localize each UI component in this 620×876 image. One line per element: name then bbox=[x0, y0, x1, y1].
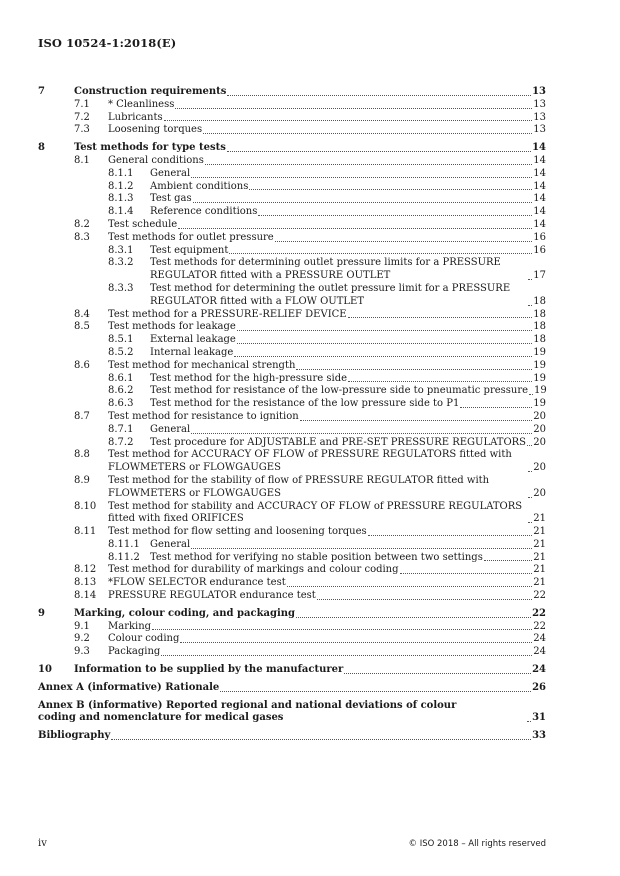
toc-title: Test method for resistance to ignition bbox=[108, 410, 299, 422]
toc-entry-8-6-3[interactable] bbox=[38, 398, 546, 411]
toc-entry-8-3-1[interactable] bbox=[38, 245, 546, 258]
toc-entry-8-13[interactable] bbox=[38, 577, 546, 590]
toc-title: Test schedule bbox=[108, 218, 178, 230]
toc-title: Annex A (informative) Rationale bbox=[38, 681, 220, 693]
toc-title: Colour coding bbox=[108, 633, 180, 645]
toc-page: 22 bbox=[533, 590, 546, 602]
toc-title: Test methods for determining outlet pressure limits for a PRESSURE REGULATOR fitted with a PRESSURE OUTLET bbox=[150, 257, 501, 282]
toc-title: Test method for ACCURACY OF FLOW of PRESSURE REGULATORS fitted with FLOWMETERS or FLOWGAUGES bbox=[108, 449, 512, 474]
toc-page: 14 bbox=[532, 142, 546, 154]
toc-page: 18 bbox=[533, 308, 546, 320]
toc-title: General bbox=[150, 538, 191, 550]
toc-page: 24 bbox=[533, 646, 546, 658]
toc-number: 8.5 bbox=[74, 321, 90, 333]
toc-number: 7.3 bbox=[74, 124, 90, 136]
toc-page: 20 bbox=[533, 436, 546, 448]
toc-title: Test methods for outlet pressure bbox=[108, 231, 274, 243]
toc-entry-8-9[interactable] bbox=[38, 475, 546, 501]
toc-number: 8.3.1 bbox=[108, 244, 134, 256]
toc-entry-8-10[interactable] bbox=[38, 501, 546, 527]
toc-entry-8-2[interactable] bbox=[38, 219, 546, 232]
toc-entry-8-6-1[interactable] bbox=[38, 373, 546, 386]
toc-title: Reference conditions bbox=[150, 206, 258, 218]
toc-number: 8.7.1 bbox=[108, 423, 134, 435]
toc-page: 20 bbox=[533, 423, 546, 435]
toc-entry-annex-b[interactable] bbox=[38, 700, 546, 726]
toc-entry-8-7-1[interactable] bbox=[38, 424, 546, 437]
toc-entry-8-3[interactable] bbox=[38, 232, 546, 245]
toc-entry-8-1-3[interactable] bbox=[38, 193, 546, 206]
toc-entry-9-1[interactable] bbox=[38, 621, 546, 634]
toc-number: 8.5.2 bbox=[108, 346, 134, 358]
toc-title: * Cleanliness bbox=[108, 98, 175, 110]
toc-entry-7[interactable] bbox=[38, 86, 546, 99]
toc-page: 16 bbox=[533, 231, 546, 243]
toc-title: Internal leakage bbox=[150, 346, 234, 358]
toc-title: *FLOW SELECTOR endurance test bbox=[108, 577, 286, 589]
toc-entry-8-3-2[interactable] bbox=[38, 257, 546, 283]
toc-title: Test methods for leakage bbox=[108, 321, 236, 333]
toc-page: 21 bbox=[533, 577, 546, 589]
toc-title: Information to be supplied by the manufacturer bbox=[74, 664, 344, 676]
toc-entry-9[interactable] bbox=[38, 608, 546, 621]
toc-page: 14 bbox=[533, 206, 546, 218]
toc-number: 8.14 bbox=[74, 590, 97, 602]
toc-number: 8.11 bbox=[74, 526, 97, 538]
toc-title: Bibliography bbox=[38, 730, 111, 742]
page-number: iv bbox=[38, 838, 47, 849]
toc-page: 21 bbox=[533, 526, 546, 538]
toc-page: 21 bbox=[533, 564, 546, 576]
toc-title: General bbox=[150, 167, 191, 179]
toc-page: 17 bbox=[533, 270, 546, 282]
toc-number: 7 bbox=[38, 86, 45, 97]
toc-entry-7-3[interactable] bbox=[38, 124, 546, 137]
toc-title: Marking, colour coding, and packaging bbox=[74, 607, 296, 619]
toc-title: Test equipment bbox=[150, 244, 229, 256]
toc-number: 9.3 bbox=[74, 646, 90, 658]
toc-page: 18 bbox=[533, 334, 546, 346]
toc-title: Packaging bbox=[108, 646, 161, 658]
toc-title: Test method for the stability of flow of PRESSURE REGULATOR fitted with FLOWMETERS or FLOWGAUGES bbox=[108, 474, 490, 499]
toc-entry-bibliography[interactable] bbox=[38, 730, 546, 743]
toc-entry-9-3[interactable] bbox=[38, 646, 546, 659]
toc-number: 8 bbox=[38, 142, 45, 154]
toc-title: Ambient conditions bbox=[150, 180, 249, 192]
toc-page: 20 bbox=[533, 410, 546, 422]
toc-entry-8-12[interactable] bbox=[38, 564, 546, 577]
toc-number: 8.12 bbox=[74, 564, 97, 576]
toc-entry-8-5-1[interactable] bbox=[38, 334, 546, 347]
toc-title: Annex B (informative) Reported regional and national deviations of colour coding and nomenclature for medical gases bbox=[38, 699, 457, 724]
toc-entry-8[interactable] bbox=[38, 142, 546, 155]
toc-title: Test method for mechanical strength bbox=[108, 359, 296, 371]
toc-title: Lubricants bbox=[108, 111, 163, 123]
toc-entry-8-5[interactable] bbox=[38, 321, 546, 334]
toc-title: Test methods for type tests bbox=[74, 142, 226, 154]
toc-entry-8-4[interactable] bbox=[38, 309, 546, 322]
toc-title: Marking bbox=[108, 620, 152, 632]
toc-number: 8.6.1 bbox=[108, 372, 134, 384]
toc-page: 13 bbox=[533, 124, 546, 136]
toc-title: External leakage bbox=[150, 334, 236, 346]
toc-number: 9.1 bbox=[74, 620, 90, 632]
toc-title: General conditions bbox=[108, 154, 204, 166]
toc-number: 8.6 bbox=[74, 359, 90, 371]
toc-number: 8.1 bbox=[74, 154, 90, 166]
toc-entry-8-6[interactable] bbox=[38, 360, 546, 373]
table-of-contents bbox=[38, 86, 546, 743]
toc-entry-8-5-2[interactable] bbox=[38, 347, 546, 360]
toc-title: Test method for flow setting and loosening torques bbox=[108, 526, 367, 538]
toc-number: 8.9 bbox=[74, 474, 90, 486]
toc-page: 14 bbox=[533, 167, 546, 179]
toc-number: 8.10 bbox=[74, 500, 97, 512]
toc-number: 9.2 bbox=[74, 633, 90, 645]
toc-title: Test gas bbox=[150, 193, 192, 205]
toc-title: Test method for determining the outlet pressure limit for a PRESSURE REGULATOR fitted with a FLOW OUTLET bbox=[150, 282, 511, 307]
toc-number: 8.1.3 bbox=[108, 193, 134, 205]
toc-number: 10 bbox=[38, 664, 52, 676]
toc-entry-annex-a[interactable] bbox=[38, 682, 546, 695]
toc-number: 8.11.1 bbox=[108, 538, 140, 550]
toc-number: 8.1.1 bbox=[108, 167, 134, 179]
toc-page: 14 bbox=[533, 154, 546, 166]
toc-page: 21 bbox=[533, 538, 546, 550]
toc-page: 19 bbox=[533, 346, 546, 358]
toc-page: 21 bbox=[533, 513, 546, 525]
toc-entry-8-1-1[interactable] bbox=[38, 168, 546, 181]
toc-entry-8-11-2[interactable] bbox=[38, 552, 546, 565]
toc-title: Test method for durability of markings and colour coding bbox=[108, 564, 399, 576]
toc-title: General bbox=[150, 423, 191, 435]
toc-page: 18 bbox=[533, 295, 546, 307]
toc-entry-8-3-3[interactable] bbox=[38, 283, 546, 309]
toc-entry-9-2[interactable] bbox=[38, 633, 546, 646]
toc-number: 8.1.2 bbox=[108, 180, 134, 192]
toc-number: 8.6.3 bbox=[108, 398, 134, 410]
toc-page: 14 bbox=[533, 218, 546, 230]
toc-number: 8.7.2 bbox=[108, 436, 134, 448]
toc-title: Test method for resistance of the low-pressure side to pneumatic pressure bbox=[150, 385, 529, 397]
toc-entry-8-1[interactable] bbox=[38, 155, 546, 168]
toc-entry-8-7-2[interactable] bbox=[38, 437, 546, 450]
document-code: ISO 10524-1:2018(E) bbox=[38, 36, 177, 50]
toc-number: 8.8 bbox=[74, 449, 90, 461]
toc-page: 13 bbox=[532, 86, 546, 97]
toc-number: 8.3.2 bbox=[108, 257, 134, 269]
toc-page: 20 bbox=[533, 487, 546, 499]
toc-page: 24 bbox=[532, 664, 546, 676]
toc-title: Loosening torques bbox=[108, 124, 203, 136]
toc-entry-8-14[interactable] bbox=[38, 590, 546, 603]
toc-number: 7.1 bbox=[74, 98, 90, 110]
toc-title: Test method for a PRESSURE-RELIEF DEVICE bbox=[108, 308, 347, 320]
toc-number: 8.3 bbox=[74, 231, 90, 243]
toc-page: 22 bbox=[533, 620, 546, 632]
toc-number: 8.5.1 bbox=[108, 334, 134, 346]
toc-page: 13 bbox=[533, 98, 546, 110]
toc-page: 19 bbox=[533, 398, 546, 410]
toc-title: Test method for the high-pressure side bbox=[150, 372, 348, 384]
toc-entry-10[interactable] bbox=[38, 664, 546, 677]
toc-page: 33 bbox=[532, 730, 546, 742]
toc-page: 26 bbox=[532, 681, 546, 693]
toc-page: 14 bbox=[533, 180, 546, 192]
toc-entry-8-8[interactable] bbox=[38, 449, 546, 475]
toc-number: 9 bbox=[38, 607, 45, 619]
toc-number: 8.3.3 bbox=[108, 282, 134, 294]
toc-page: 16 bbox=[533, 244, 546, 256]
toc-number: 8.13 bbox=[74, 577, 97, 589]
toc-page: 21 bbox=[533, 551, 546, 563]
toc-page: 19 bbox=[534, 385, 547, 397]
toc-page: 13 bbox=[533, 111, 546, 123]
toc-page: 31 bbox=[532, 712, 546, 724]
toc-entry-8-7[interactable] bbox=[38, 411, 546, 424]
toc-title: Test method for the resistance of the low pressure side to P1 bbox=[150, 398, 460, 410]
toc-number: 7.2 bbox=[74, 111, 90, 123]
toc-page: 24 bbox=[533, 633, 546, 645]
toc-entry-8-11-1[interactable] bbox=[38, 539, 546, 552]
toc-page: 20 bbox=[533, 462, 546, 474]
toc-page: 19 bbox=[533, 372, 546, 384]
toc-title: Test procedure for ADJUSTABLE and PRE-SET PRESSURE REGULATORS bbox=[150, 436, 527, 448]
toc-page: 14 bbox=[533, 193, 546, 205]
toc-title: PRESSURE REGULATOR endurance test bbox=[108, 590, 316, 602]
toc-entry-8-1-2[interactable] bbox=[38, 181, 546, 194]
toc-number: 8.4 bbox=[74, 308, 90, 320]
toc-entry-7-2[interactable] bbox=[38, 112, 546, 125]
toc-number: 8.2 bbox=[74, 218, 90, 230]
toc-number: 8.1.4 bbox=[108, 206, 134, 218]
toc-entry-7-1[interactable] bbox=[38, 99, 546, 112]
toc-page: 22 bbox=[532, 607, 546, 619]
toc-entry-8-11[interactable] bbox=[38, 526, 546, 539]
copyright-notice: © ISO 2018 – All rights reserved bbox=[408, 839, 546, 849]
toc-title: Test method for stability and ACCURACY OF FLOW of PRESSURE REGULATORS fitted with fixed ORIFICES bbox=[108, 500, 523, 525]
toc-page: 19 bbox=[533, 359, 546, 371]
toc-entry-8-6-2[interactable] bbox=[38, 385, 546, 398]
toc-number: 8.11.2 bbox=[108, 551, 140, 563]
toc-number: 8.6.2 bbox=[108, 385, 134, 397]
toc-number: 8.7 bbox=[74, 410, 90, 422]
toc-title: Construction requirements bbox=[74, 86, 227, 97]
toc-entry-8-1-4[interactable] bbox=[38, 206, 546, 219]
toc-page: 18 bbox=[533, 321, 546, 333]
toc-title: Test method for verifying no stable position between two settings bbox=[150, 551, 483, 563]
